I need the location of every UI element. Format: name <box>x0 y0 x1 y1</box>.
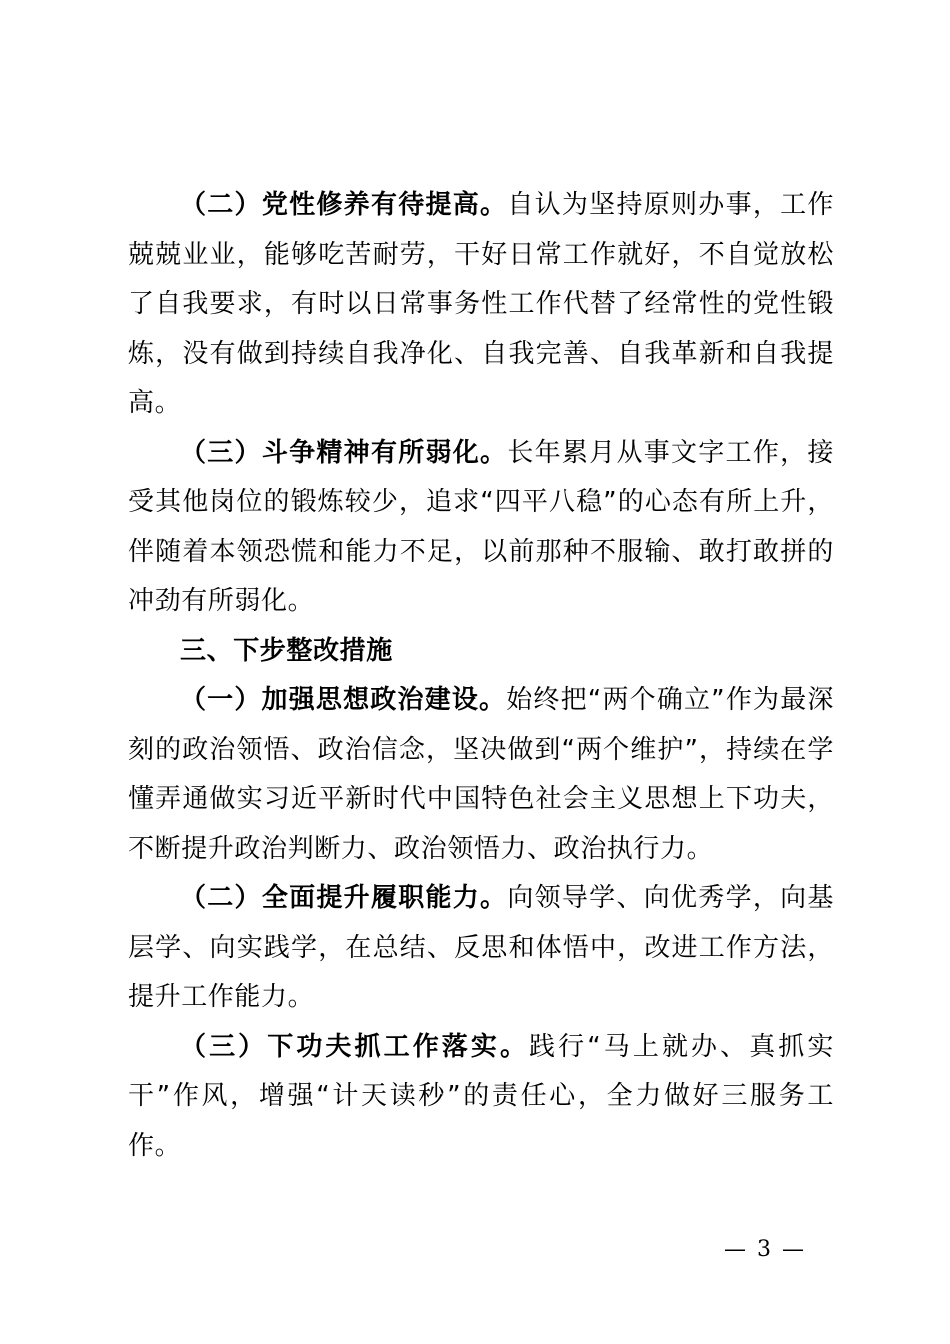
measure-lead: （三）下功夫抓工作落实。 <box>180 1031 530 1062</box>
document-body <box>128 181 834 1171</box>
measure-lead: （二）全面提升履职能力。 <box>180 883 508 913</box>
measure-text: 始终把“两个确立”作为最深刻的政治领悟、政治信念，坚决做到“两个维护”，持续在学懂弄通做实习近平新时代中国特色社会主义思想上下功夫，不断提升政治判断力、政治领悟力、政治执行力。 <box>128 685 834 864</box>
measure-capability <box>128 874 834 1023</box>
page-number: — 3 — <box>724 1237 806 1262</box>
paragraph-lead: （三）斗争精神有所弱化。 <box>180 437 508 468</box>
paragraph-fighting-spirit <box>128 429 834 627</box>
paragraph-party-spirit <box>128 181 834 429</box>
paragraph-text: 长年累月从事文字工作，接受其他岗位的锻炼较少，追求“四平八稳”的心态有所上升，伴随着本领恐慌和能力不足，以前那种不服输、敢打敢拼的冲劲有所弱化。 <box>128 437 835 616</box>
measure-lead: （一）加强思想政治建设。 <box>180 685 507 715</box>
section-heading: 三、下步整改措施 <box>180 635 393 666</box>
measure-implementation <box>128 1023 834 1172</box>
measure-text: 向领导学、向优秀学，向基层学、向实践学，在总结、反思和体悟中，改进工作方法，提升工作能力。 <box>128 883 835 1012</box>
measure-ideological <box>128 676 834 874</box>
paragraph-lead: （二）党性修养有待提高。 <box>180 190 508 220</box>
measure-text: 践行“马上就办、真抓实干”作风，增强“计天读秒”的责任心，全力做好三服务工作。 <box>128 1031 834 1161</box>
paragraph-text: 自认为坚持原则办事，工作兢兢业业，能够吃苦耐劳，干好日常工作就好，不自觉放松了自我要求，有时以日常事务性工作代替了经常性的党性锻炼，没有做到持续自我净化、自我完善、自我革新和自我提高。 <box>128 190 835 418</box>
